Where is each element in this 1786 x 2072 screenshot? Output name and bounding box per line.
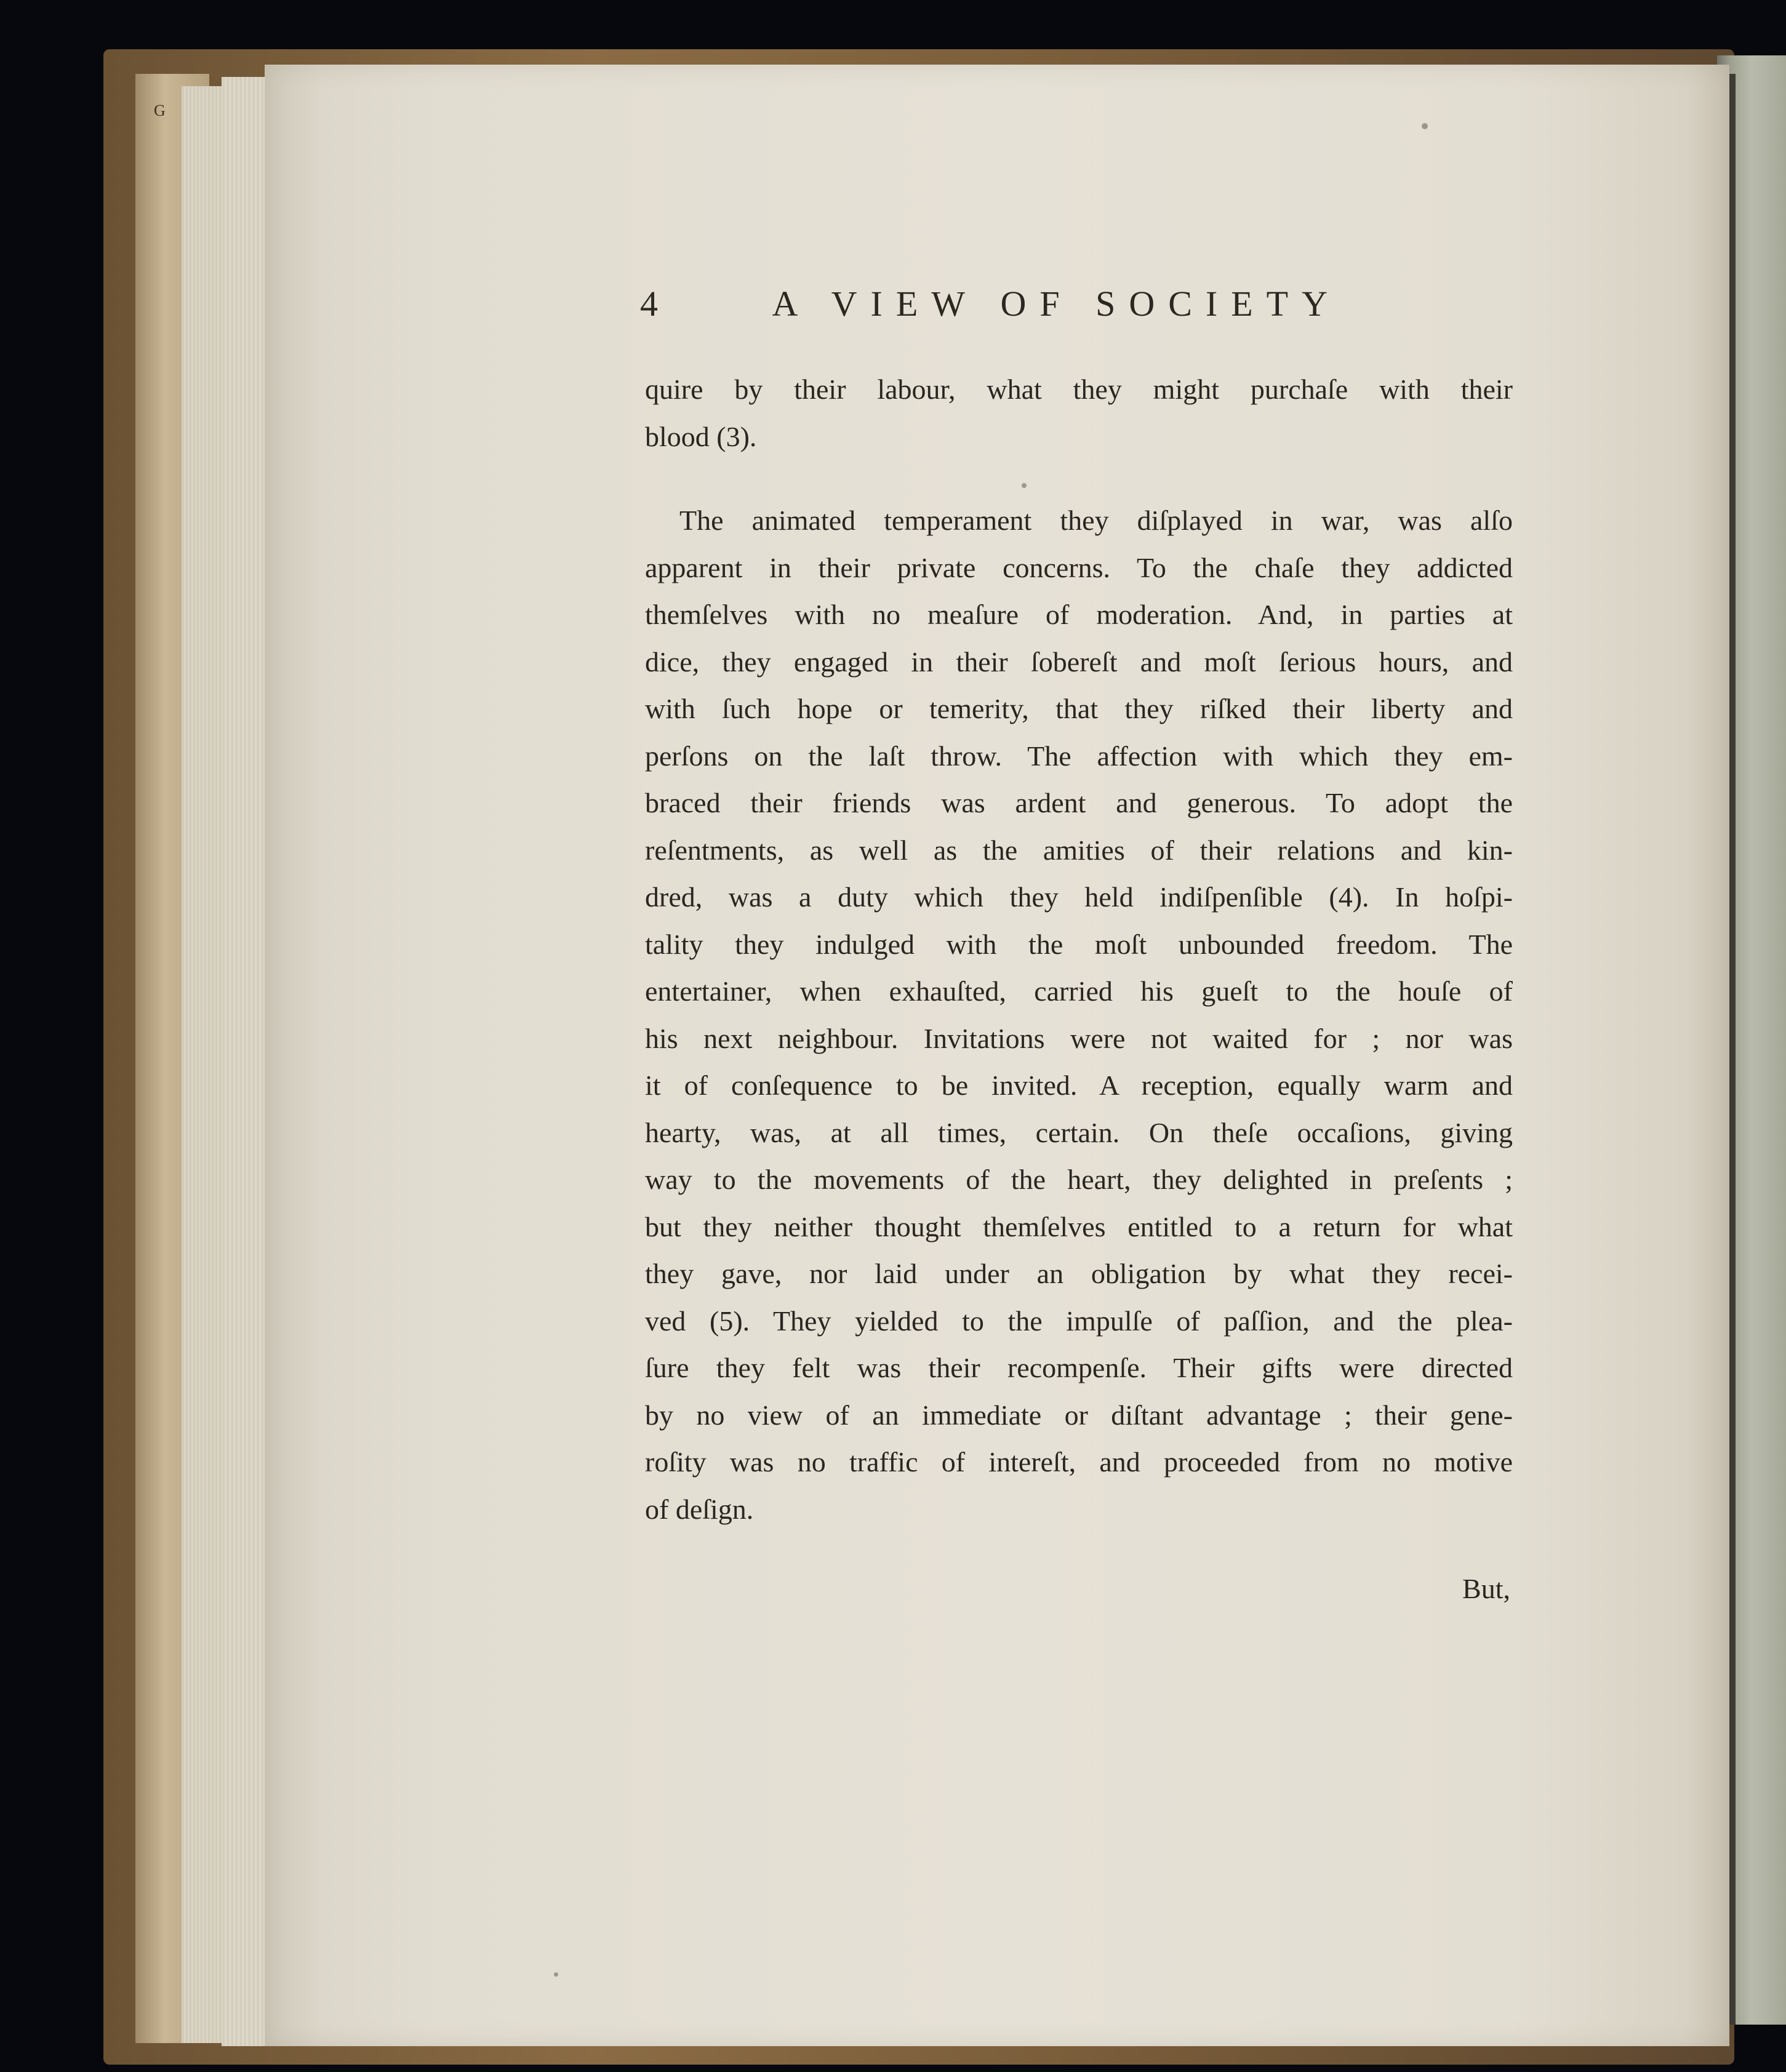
body-text bbox=[645, 366, 1513, 1533]
text-line: The animated temperament they diſplayed in war, was alſo bbox=[679, 505, 1513, 536]
text-line: entertainer, when exhauſted, carried his gueſt to the houſe of bbox=[645, 975, 1513, 1007]
text-line: of deſign. bbox=[645, 1493, 754, 1525]
foxing-spot bbox=[1422, 123, 1428, 129]
text-line: but they neither thought themſelves entitled to a return for what bbox=[645, 1210, 1513, 1242]
paragraph-break bbox=[645, 460, 1513, 497]
text-line: with ſuch hope or temerity, that they riſked their liberty and bbox=[645, 693, 1513, 724]
text-line: dred, was a duty which they held indiſpenſible (4). In hoſpi- bbox=[645, 881, 1513, 913]
text-line: it of conſequence to be invited. A reception, equally warm and bbox=[645, 1070, 1513, 1101]
text-line: roſity was no traffic of intereſt, and proceeded from no motive bbox=[645, 1446, 1513, 1478]
text-line: way to the movements of the heart, they delighted in preſents ; bbox=[645, 1164, 1513, 1195]
page-stack-inner bbox=[222, 77, 271, 2046]
text-line: braced their friends was ardent and generous. To adopt the bbox=[645, 787, 1513, 818]
text-line: perſons on the laſt throw. The affection with which they em- bbox=[645, 740, 1513, 772]
foxing-spot bbox=[554, 1972, 558, 1977]
text-line: hearty, was, at all times, certain. On theſe occaſions, giving bbox=[645, 1116, 1513, 1148]
text-line: ved (5). They yielded to the impulſe of paſſion, and the plea- bbox=[645, 1305, 1513, 1337]
catchword: But, bbox=[1462, 1573, 1510, 1604]
running-head bbox=[640, 283, 1341, 324]
text-line: by no view of an immediate or diſtant advantage ; their gene- bbox=[645, 1399, 1513, 1431]
text-line: apparent in their private concerns. To the chaſe they addicted bbox=[645, 551, 1513, 583]
text-line: blood (3). bbox=[645, 420, 757, 452]
text-line: reſentments, as well as the amities of their relations and kin- bbox=[645, 834, 1513, 866]
text-line: they gave, nor laid under an obligation by what they recei- bbox=[645, 1258, 1513, 1289]
text-line: tality they indulged with the moſt unbounded freedom. The bbox=[645, 928, 1513, 960]
text-line: his next neighbour. Invitations were not waited for ; nor was bbox=[645, 1022, 1513, 1054]
text-line: dice, they engaged in their ſobereſt and moſt ſerious hours, and bbox=[645, 646, 1513, 678]
text-line: themſelves with no meaſure of moderation. And, in parties at bbox=[645, 599, 1513, 630]
tab-label: G bbox=[154, 102, 166, 119]
page-number: 4 bbox=[640, 284, 658, 324]
text-line: quire by their labour, what they might purchaſe with their bbox=[645, 374, 1513, 405]
running-title: A VIEW OF SOCIETY bbox=[772, 284, 1341, 324]
text-line: ſure they felt was their recompenſe. Their gifts were directed bbox=[645, 1352, 1513, 1383]
